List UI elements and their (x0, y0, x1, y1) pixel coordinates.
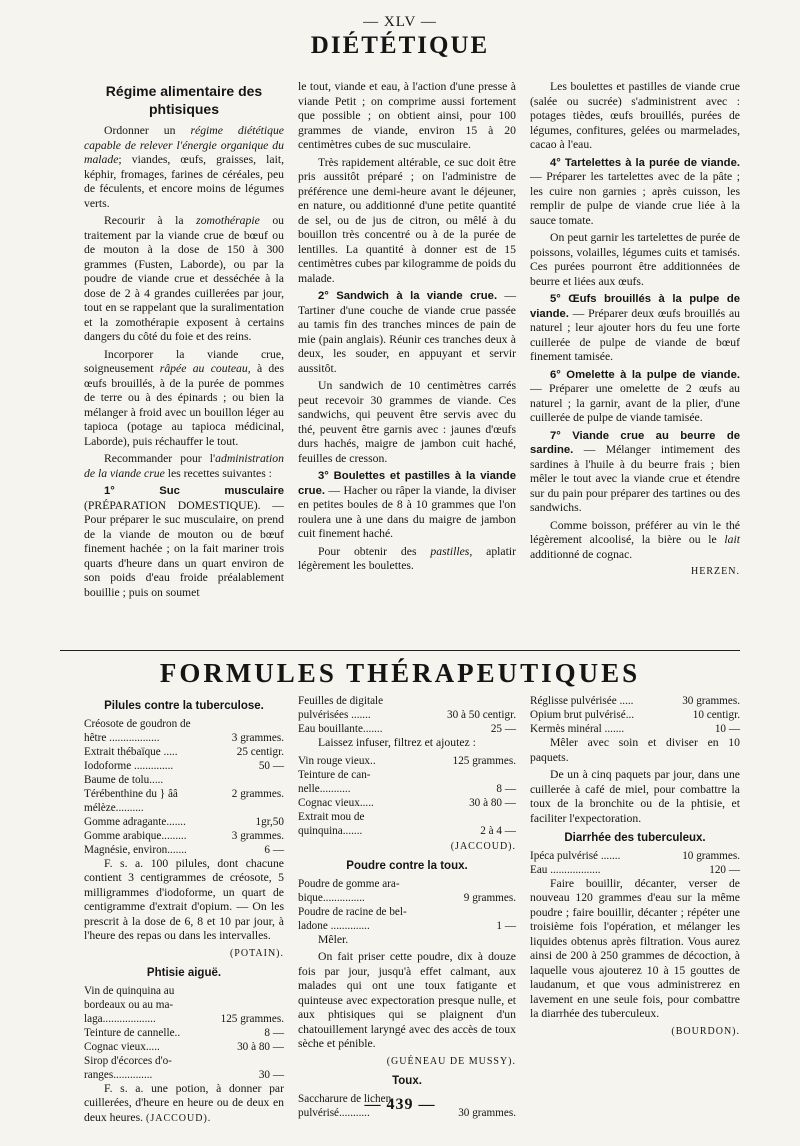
paragraph: Mêler avec soin et diviser en 10 paquets. (530, 736, 740, 764)
ingredient-name: Teinture de cannelle.. (84, 1026, 181, 1039)
ingredient-quantity: 2 à 4 — (480, 824, 516, 837)
text: ; viandes, œufs, graisses, lait, képhir, fromages, farines de céréales, peu de féculents, et encore moins de légumes verts. (84, 153, 284, 210)
ingredient-row (298, 796, 516, 810)
section-divider (60, 650, 740, 651)
dietetique-column-1 (84, 80, 284, 650)
ingredient-row (84, 1068, 284, 1082)
author-signature: (JACCOUD). (450, 840, 516, 852)
ingredient-name: Créosote de goudron de (84, 717, 191, 730)
ingredient-quantity: 8 — (496, 782, 516, 795)
ingredient-quantity: 50 — (258, 759, 284, 772)
ingredient-name: Feuilles de digitale (298, 695, 384, 707)
ingredient-name: Vin rouge vieux.. (298, 754, 376, 767)
article-title: Régime alimentaire des phtisiques (105, 83, 263, 117)
text: F. s. a. une potion, à donner par cuillerées, d'heure en heure ou de deux en deux heures. (84, 1081, 284, 1124)
ingredient-row (84, 843, 284, 857)
ingredient-name: hêtre .................. (84, 731, 160, 744)
ingredient-quantity: 1 — (496, 919, 516, 932)
ingredient-row (298, 768, 516, 782)
ingredient-row (84, 1012, 284, 1026)
text: Incorporer la viande crue, soigneusement (84, 347, 284, 375)
text: Pour obtenir des (318, 544, 417, 558)
recipe-label: 6° Omelette à la pulpe de viande. (550, 368, 740, 381)
ingredient-name: Eau .................. (530, 863, 601, 876)
ingredient-name: ranges.............. (84, 1068, 153, 1081)
paragraph (530, 429, 740, 516)
formules-column-3 (530, 694, 740, 1094)
ingredient-name: Vin de quinquina au (84, 984, 175, 997)
ingredient-quantity: 120 — (709, 863, 740, 876)
ingredient-row (298, 782, 516, 796)
author-signature: (BOURDON). (671, 1025, 740, 1037)
text: additionné de cognac. (530, 547, 633, 561)
paragraph (530, 156, 740, 229)
ingredient-quantity: 10 — (714, 723, 740, 735)
ingredient-name: Gomme arabique......... (84, 829, 187, 842)
ingredient-quantity: 30 à 80 — (237, 1040, 284, 1053)
ingredient-row (298, 708, 516, 722)
ingredient-name: Opium brut pulvérisé... (530, 709, 635, 721)
ingredient-row (84, 787, 284, 801)
ingredient-name: Eau bouillante....... (298, 723, 383, 735)
ingredient-row (84, 815, 284, 829)
ingredient-row (298, 810, 516, 824)
ingredient-row (530, 708, 740, 722)
paragraph (84, 214, 284, 345)
author-signature: HERZEN. (691, 566, 740, 577)
paragraph: le tout, viande et eau, à l'action d'une presse à viande Petit ; on comprime aussi fortement que possible ; on obtient ainsi, pour 100 grammes de viande, environ 15 à 20 centimètres cubes de suc musculaire. (298, 80, 516, 151)
ingredient-row (84, 829, 284, 843)
ingredient-quantity: 25 centigr. (236, 745, 284, 758)
ingredient-row (84, 731, 284, 745)
formules-column-1 (84, 694, 284, 1124)
paragraph (298, 289, 516, 376)
emphasis-text: lait (724, 533, 740, 546)
text: à des œufs brouillés, à de la purée de pommes de terre ou à des épinards ; ou bien la mélanger à froid avec un bouillon léger au tapioca (potage au tapioca médicinal, Laborde), puis réchauffer le tout. (84, 362, 285, 448)
ingredient-quantity: 30 à 80 — (469, 796, 516, 809)
ingredient-quantity: 9 grammes. (463, 891, 516, 904)
dietetique-column-2 (298, 80, 516, 650)
paragraph: On fait priser cette poudre, dix à douze fois par jour, jusqu'à effet calmant, aux malades qui ont une toux fatigante et quinteuse avec expectoration presque nulle, et aux phtisiques qui se plaignent d'un chatouillement laryngé avec des accès de toux sèche et pénible. (298, 950, 516, 1050)
recipe-heading: Toux. (392, 1075, 422, 1087)
paragraph: Laissez infuser, filtrez et ajoutez : (318, 736, 476, 749)
text: les recettes suivantes : (167, 466, 272, 480)
ingredient-quantity: 30 — (258, 1068, 284, 1081)
paragraph (530, 519, 740, 563)
ingredient-quantity: 8 — (264, 1026, 284, 1039)
paragraph (298, 545, 516, 574)
emphasis-text: râpée au couteau, (159, 362, 251, 375)
ingredient-name: Iodoforme .............. (84, 759, 174, 772)
ingredient-name: ladone .............. (298, 919, 370, 932)
recipe-heading: Pilules contre la tuberculose. (104, 700, 264, 712)
emphasis-text: pastilles, (430, 544, 473, 558)
section-title-formules: FORMULES THÉRAPEUTIQUES (159, 658, 641, 688)
ingredient-row (298, 891, 516, 905)
ingredient-name: pulvérisées ....... (298, 709, 371, 721)
ingredient-name: mélèze.......... (84, 801, 144, 814)
paragraph: Les boulettes et pastilles de viande crue (salée ou sucrée) s'administrent avec : potages tièdes, œufs brouillés, purées de légumes, confitures, gelées ou marmelades, cacao à l'eau. (530, 80, 740, 151)
ingredient-name: Gomme adragante....... (84, 815, 186, 828)
recipe-label: 7° Viande crue au beurre de sardine. (530, 429, 740, 456)
ingredient-name: Extrait thébaïque ..... (84, 745, 178, 758)
recipe-label: 2° Sandwich à la viande crue. (318, 290, 498, 302)
ingredient-name: Saccharure de lichen (298, 1092, 392, 1105)
ingredient-row (298, 694, 516, 708)
ingredient-row (298, 877, 516, 891)
ingredient-row (298, 722, 516, 736)
ingredient-row (298, 754, 516, 768)
ingredient-quantity: 3 grammes. (231, 829, 284, 842)
paragraph (298, 469, 516, 542)
ingredient-name: Poudre de gomme ara- (298, 877, 400, 890)
ingredient-name: quinquina....... (298, 824, 363, 837)
paragraph: Un sandwich de 10 centimètres carrés peut recevoir 30 grammes de viande. Ces sandwichs, qui peuvent être servis avec du thé, peuvent être garnis avec : jaunes d'œufs durs hachés, maigre de jambon cuit haché, feuilles de cresson. (298, 379, 516, 465)
ingredient-name: Ipéca pulvérisé ....... (530, 849, 621, 862)
ingredient-row (530, 722, 740, 736)
text: Recommander pour l' (104, 452, 216, 465)
ingredient-name: Sirop d'écorces d'o- (84, 1054, 172, 1067)
ingredient-name: Cognac vieux..... (298, 796, 374, 809)
page-header-number: — XLV — (363, 14, 437, 30)
ingredient-row (530, 863, 740, 877)
ingredient-row (84, 1040, 284, 1054)
emphasis-text: zomothérapie (196, 214, 260, 227)
ingredient-name: Baume de tolu..... (84, 773, 164, 786)
ingredient-quantity: 30 grammes. (458, 1106, 516, 1119)
text: Ordonner un (104, 124, 176, 137)
recipe-heading: Diarrhée des tuberculeux. (564, 832, 706, 844)
paragraph (530, 292, 740, 365)
recipe-label: 1° Suc musculaire (104, 485, 284, 497)
paragraph (84, 452, 284, 481)
ingredient-row (84, 745, 284, 759)
ingredient-quantity: 10 centigr. (692, 709, 740, 721)
text: — Mélanger intimement des sardines à l'huile à du beurre frais ; bien mêler le tout avec la viande crue et étendre sur du pain pour préparer des tartines ou des sandwichs. (530, 443, 741, 514)
ingredient-row (84, 1054, 284, 1068)
ingredient-row (298, 905, 516, 919)
author-signature: (GUÉNEAU DE MUSSY). (386, 1055, 516, 1067)
text: (PRÉPARATION DOMESTIQUE). — Pour préparer le suc musculaire, on prend de la viande de mouton ou de bœuf finement hachée ; on la fait mariner trois quarts d'heure dans un quart environ de son poids d'eau froide préalablement bouillie ; puis on soumet (84, 498, 284, 599)
ingredient-name: bordeaux ou au ma- (84, 998, 174, 1011)
ingredient-row (530, 849, 740, 863)
paragraph (84, 484, 284, 600)
text: — Préparer les tartelettes avec de la pâte ; les cuire non garnies ; après cuisson, les remplir de pulpe de viande crue liée à la sauce tomate. (530, 170, 740, 227)
ingredient-row (84, 759, 284, 773)
ingredient-row (84, 984, 284, 998)
paragraph: Très rapidement altérable, ce suc doit être pris aussitôt préparé ; on l'administre de préférence une demi-heure avant le déjeuner, en nature, ou additionné d'une petite quantité de sel, ou de jus de citron, ou mêlé à du bouillon très concentré ou à de la purée de lentilles. La quantité à donner est de 15 centimètres cubes par kilogramme de poids du malade. (298, 155, 516, 285)
ingredient-row (84, 773, 284, 787)
ingredient-row (84, 998, 284, 1012)
text: — Hacher ou râper la viande, la diviser en petites boules de 8 à 10 grammes que l'on roulera une à une dans du maigre de jambon cuit finement haché. (298, 483, 516, 540)
ingredient-quantity: 3 grammes. (231, 731, 284, 744)
ingredient-quantity: 30 grammes. (682, 695, 740, 707)
ingredient-row (298, 919, 516, 933)
paragraph: On peut garnir les tartelettes de purée de poissons, volailles, légumes cuits et tamisés. Ces purées pourront être additionnées de beurre et liées aux œufs. (530, 231, 740, 288)
recipe-label: 4° Tartelettes à la purée de viande. (550, 156, 740, 169)
recipe-heading: Phtisie aiguë. (146, 967, 222, 979)
ingredient-name: Poudre de racine de bel- (298, 905, 407, 918)
paragraph: De un à cinq paquets par jour, dans une cuillerée à café de miel, pour combattre la toux de la bronchite ou de la phtisie, et faciliter l'expectoration. (530, 768, 740, 825)
ingredient-name: bique............... (298, 891, 365, 904)
ingredient-row (298, 824, 516, 838)
paragraph: F. s. a. 100 pilules, dont chacune contient 3 centigrammes de créosote, 5 milligrammes d'iodoforme, un quart de centigramme d'extrait d'opium. — On les prescrit à la dose de 6, 8 et 10 par jour, à l'heure des repas ou dans les intervalles. (84, 856, 284, 942)
ingredient-quantity: 2 grammes. (231, 787, 284, 800)
ingredient-quantity: 125 grammes. (452, 754, 516, 767)
page-footer-number: — 439 — (364, 1096, 436, 1113)
paragraph (530, 368, 740, 426)
author-signature: (POTAIN). (229, 947, 284, 959)
ingredient-name: Magnésie, environ....... (84, 843, 187, 856)
paragraph: Faire bouillir, décanter, verser de nouveau 120 grammes d'eau sur la même poudre ; faire bouillir, décanter ; répéter une troisième fois l'opération, et mélanger les liquides obtenus après filtration. Vous aurez ainsi de 200 à 250 grammes de décoction, à laquelle vous ajouterez 10 à 15 gouttes de laudanum, et que vous administrerez en lavement en une seule fois, pour combattre la diarrhée des tuberculeux. (530, 876, 740, 1020)
ingredient-name: Térébenthine du } ââ (84, 787, 178, 800)
ingredient-row (84, 1026, 284, 1040)
paragraph: Mêler. (318, 932, 349, 946)
text: — Préparer deux œufs brouillés au naturel ; leur ajouter hors du feu une forte cuillerée de pulpe de viande de bœuf finement tamisée. (530, 306, 740, 363)
ingredient-name: Réglisse pulvérisée ..... (530, 695, 634, 707)
paragraph (84, 348, 284, 450)
ingredient-quantity: 10 grammes. (682, 849, 740, 862)
dietetique-column-3 (530, 80, 740, 650)
ingredient-name: Teinture de can- (298, 768, 371, 781)
emphasis-text: administration de la viande crue (84, 452, 284, 480)
text: — Préparer une omelette de 2 œufs au naturel ; la garnir, avant de la plier, d'une cuillerée de pulpe de viande tamisée. (530, 382, 740, 424)
author-signature: (JACCOUD). (146, 1112, 212, 1124)
recipe-label: 5° Œufs brouillés à la pulpe de viande. (530, 293, 740, 320)
text: ou traitement par la viande crue de bœuf ou de mouton à la dose de 150 à 300 grammes (Fusten, Laborde), ou par la poudre de viande crue et desséchée à la dose de 2 à 4 grandes cuillerées par jour, tout en se rappelant que la suralimentation et la zomothérapie exposent à certains dangers du côté du foie et des reins. (84, 214, 285, 343)
paragraph (84, 124, 284, 211)
ingredient-quantity: 1gr,50 (255, 815, 284, 828)
text: aplatir légèrement les boulettes. (298, 544, 517, 572)
ingredient-row (84, 717, 284, 731)
text: Comme boisson, préférer au vin le thé légèrement alcoolisé, la bière ou le (530, 518, 740, 546)
ingredient-name: pulvérisé........... (298, 1106, 370, 1119)
recipe-label: 3° Boulettes et pastilles à la viande crue. (298, 470, 516, 497)
section-title-dietetique: DIÉTÉTIQUE (310, 32, 490, 59)
ingredient-name: Extrait mou de (298, 810, 365, 823)
emphasis-text: régime diététique capable de relever l'énergie organique du malade (84, 124, 284, 166)
ingredient-quantity: 30 à 50 centigr. (447, 709, 516, 721)
ingredient-name: laga................... (84, 1012, 156, 1025)
ingredient-name: Cognac vieux..... (84, 1040, 160, 1053)
text: — Tartiner d'une couche de viande crue passée au tamis fin des tranches minces de pain de mie (pain anglais). Réunir ces tranches deux à deux, les souder, en appuyant et servir aussitôt. (298, 289, 516, 375)
ingredient-name: nelle........... (298, 782, 351, 795)
ingredient-quantity: 25 — (490, 723, 516, 735)
ingredient-row (530, 694, 740, 708)
ingredient-quantity: 125 grammes. (220, 1012, 284, 1025)
recipe-heading: Poudre contre la toux. (346, 860, 468, 872)
text: Recourir à la (104, 214, 184, 227)
ingredient-row (84, 801, 284, 815)
ingredient-quantity: 6 — (264, 843, 284, 856)
ingredient-name: Kermès minéral ....... (530, 723, 625, 735)
